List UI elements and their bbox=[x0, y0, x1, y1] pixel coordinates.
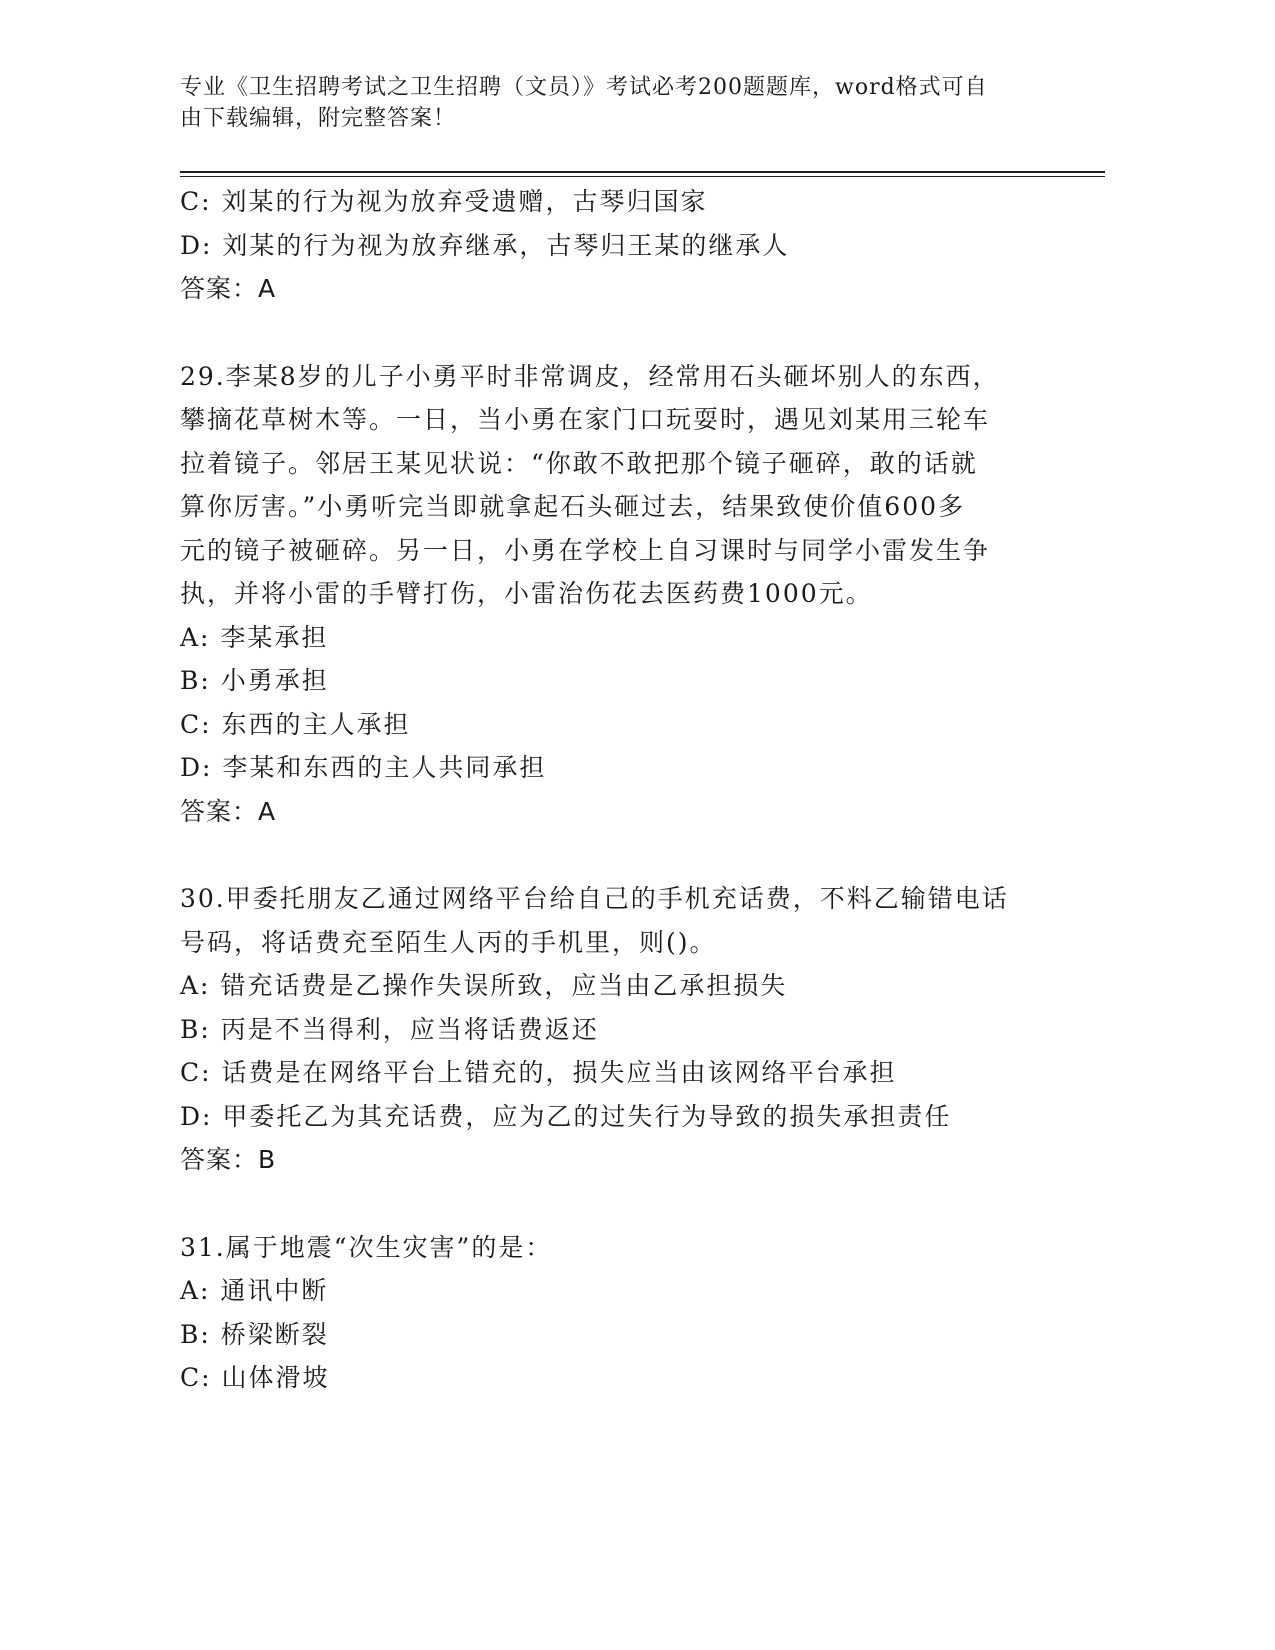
document-header bbox=[180, 72, 1060, 134]
q29-stem-line: 拉着镜子。邻居王某见状说：“你敢不敢把那个镜子砸碎，敢的话就 bbox=[180, 449, 978, 478]
header-rule-thick bbox=[180, 171, 1105, 173]
q29-stem-line: 执，并将小雷的手臂打伤，小雷治伤花去医药费1000元。 bbox=[180, 579, 873, 608]
q31-option-b: B: 桥梁断裂 bbox=[180, 1320, 329, 1349]
q30-stem-line: 号码，将话费充至陌生人丙的手机里，则()。 bbox=[180, 928, 717, 957]
q28-answer: 答案：A bbox=[180, 274, 277, 303]
q30-option-b: B: 丙是不当得利，应当将话费返还 bbox=[180, 1015, 599, 1044]
q29-option-b: B: 小勇承担 bbox=[180, 666, 329, 695]
header-line-2: 由下载编辑，附完整答案！ bbox=[180, 106, 457, 131]
q29-stem-line: 算你厉害。”小勇听完当即就拿起石头砸过去，结果致使价值600多 bbox=[180, 492, 966, 521]
header-line-1: 专业《卫生招聘考试之卫生招聘（文员）》考试必考200题题库，word格式可自 bbox=[180, 75, 988, 100]
q29-option-c: C: 东西的主人承担 bbox=[180, 710, 411, 739]
q29-stem-line: 29.李某8岁的儿子小勇平时非常调皮，经常用石头砸坏别人的东西， bbox=[180, 362, 1000, 391]
q30-stem-line: 30.甲委托朋友乙通过网络平台给自己的手机充话费，不料乙输错电话 bbox=[180, 884, 1009, 913]
q30-option-d: D: 甲委托乙为其充话费，应为乙的过失行为导致的损失承担责任 bbox=[180, 1102, 952, 1131]
q30-option-c: C: 话费是在网络平台上错充的，损失应当由该网络平台承担 bbox=[180, 1058, 897, 1087]
q31-stem: 31.属于地震“次生灾害”的是： bbox=[180, 1233, 553, 1262]
q30-option-a: A: 错充话费是乙操作失误所致，应当由乙承担损失 bbox=[180, 971, 788, 1000]
q28-option-d: D: 刘某的行为视为放弃继承，古琴归王某的继承人 bbox=[180, 231, 790, 260]
q28-option-c: C: 刘某的行为视为放弃受遗赠，古琴归国家 bbox=[180, 187, 708, 216]
q29-stem-line: 攀摘花草树木等。一日，当小勇在家门口玩耍时，遇见刘某用三轮车 bbox=[180, 405, 991, 434]
q29-option-d: D: 李某和东西的主人共同承担 bbox=[180, 753, 547, 782]
q30-answer: 答案：B bbox=[180, 1145, 277, 1174]
q29-answer: 答案：A bbox=[180, 797, 277, 826]
q31-option-c: C: 山体滑坡 bbox=[180, 1363, 330, 1392]
q29-stem-line: 元的镜子被砸碎。另一日，小勇在学校上自习课时与同学小雷发生争 bbox=[180, 536, 991, 565]
q31-option-a: A: 通讯中断 bbox=[180, 1276, 329, 1305]
q29-option-a: A: 李某承担 bbox=[180, 623, 329, 652]
header-rule-thin bbox=[180, 176, 1105, 177]
